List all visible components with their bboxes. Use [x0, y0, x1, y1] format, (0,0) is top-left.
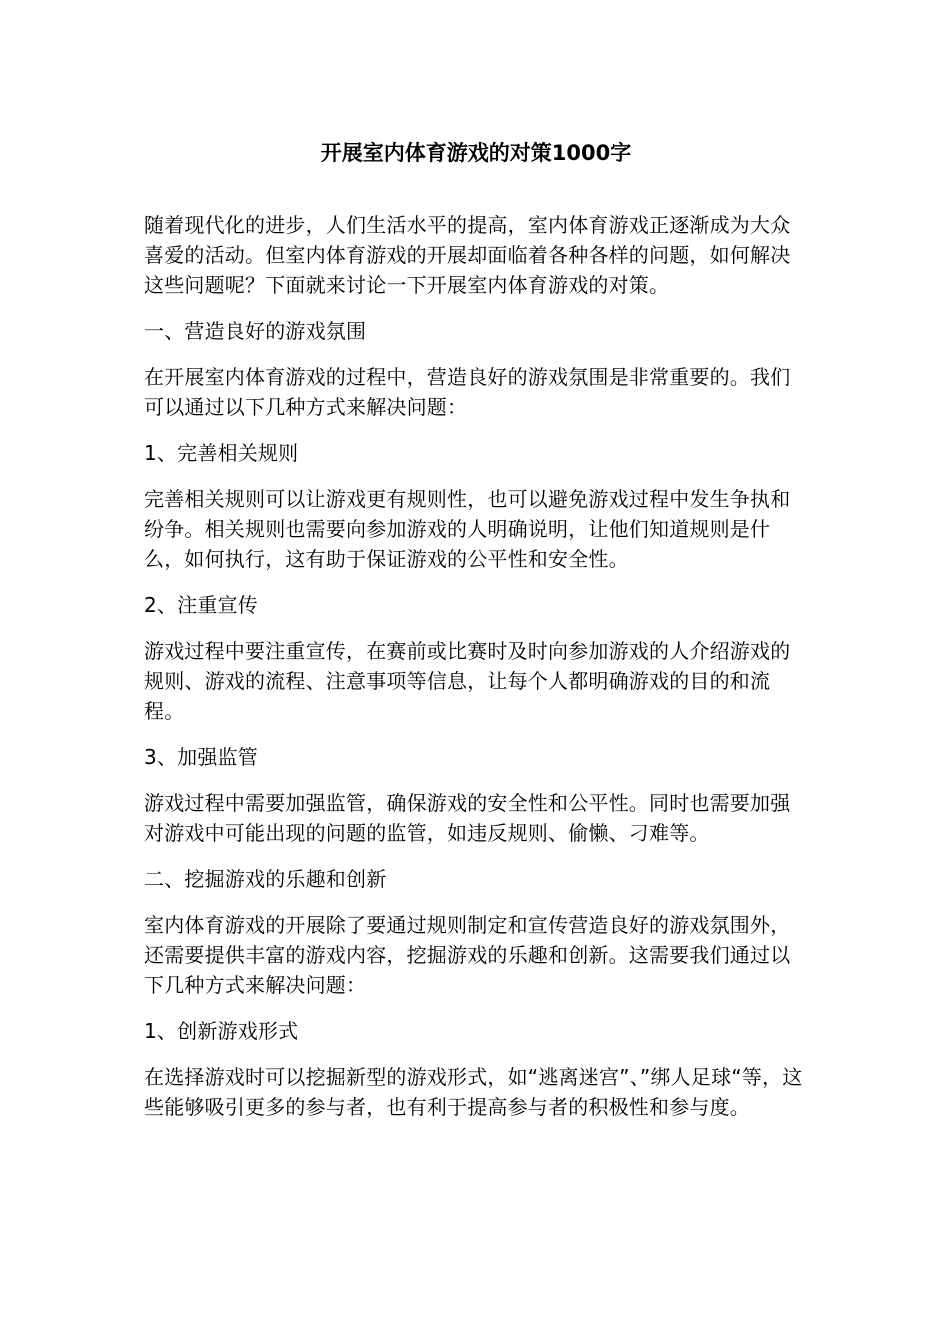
section-heading-2: 二、挖掘游戏的乐趣和创新 — [144, 867, 387, 891]
subheading-rules: 1、完善相关规则 — [144, 441, 299, 465]
supervision-paragraph: 游戏过程中需要加强监管，确保游戏的安全性和公平性。同时也需要加强对游戏中可能出现的问题的监管，如违反规则、偷懒、刁难等。 — [144, 791, 791, 845]
subheading-supervision: 3、加强监管 — [144, 745, 258, 769]
rules-paragraph: 完善相关规则可以让游戏更有规则性，也可以避免游戏过程中发生争执和纷争。相关规则也需要向参加游戏的人明确说明，让他们知道规则是什么，如何执行，这有助于保证游戏的公平性和安全性。 — [144, 487, 791, 571]
section-1-intro-paragraph: 在开展室内体育游戏的过程中，营造良好的游戏氛围是非常重要的。我们可以通过以下几种方式来解决问题： — [144, 365, 791, 419]
section-heading-1: 一、营造良好的游戏氛围 — [144, 319, 367, 343]
document-body — [144, 210, 808, 1138]
publicity-paragraph: 游戏过程中要注重宣传，在赛前或比赛时及时向参加游戏的人介绍游戏的规则、游戏的流程、注意事项等信息，让每个人都明确游戏的目的和流程。 — [144, 639, 791, 723]
subheading-innovation: 1、创新游戏形式 — [144, 1019, 299, 1043]
section-2-intro-paragraph: 室内体育游戏的开展除了要通过规则制定和宣传营造良好的游戏氛围外，还需要提供丰富的游戏内容，挖掘游戏的乐趣和创新。这需要我们通过以下几种方式来解决问题： — [144, 913, 791, 997]
innovation-paragraph: 在选择游戏时可以挖掘新型的游戏形式，如“逃离迷宫”、”绑人足球“等，这些能够吸引更多的参与者，也有利于提高参与者的积极性和参与度。 — [144, 1065, 803, 1119]
subheading-publicity: 2、注重宣传 — [144, 593, 258, 617]
intro-paragraph: 随着现代化的进步，人们生活水平的提高，室内体育游戏正逐渐成为大众喜爱的活动。但室内体育游戏的开展却面临着各种各样的问题，如何解决这些问题呢？下面就来讨论一下开展室内体育游戏的对策。 — [144, 213, 791, 297]
document-title: 开展室内体育游戏的对策1000字 — [320, 141, 632, 165]
